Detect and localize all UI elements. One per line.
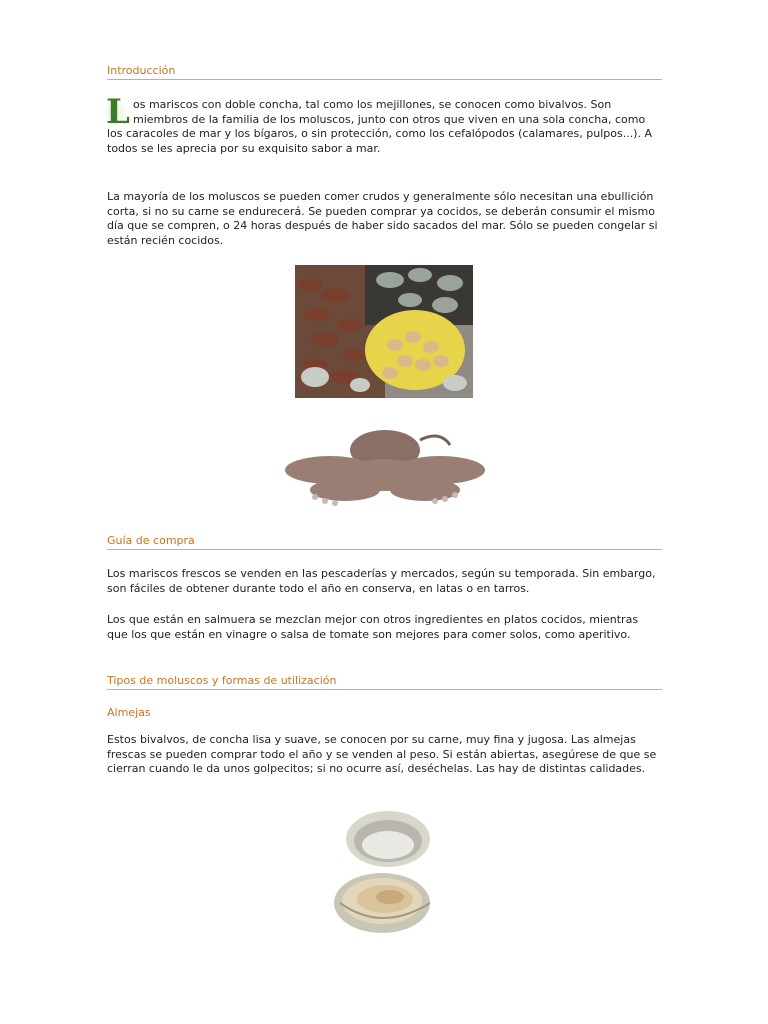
intro-paragraph-1: [106, 92, 662, 156]
intro-paragraph-2-text: La mayoría de los moluscos se pueden comer crudos y generalmente sólo necesitan una ebullición corta, si no su carne se endurecerá. Se pueden comprar ya cocidos, se deberán consumir el mismo día que se compren, o 24 horas después de haber sido sacados del mar. Sólo se pueden congelar si están recién cocidos.: [107, 190, 658, 247]
shellfish-assortment-image: [295, 265, 473, 398]
guide-paragraph-1-text: Los mariscos frescos se venden en las pescaderías y mercados, según su temporada. Sin embargo, son fáciles de obtener durante todo el año en conserva, en latas o en tarros.: [107, 567, 656, 595]
guide-paragraph-2-text: Los que están en salmuera se mezclan mejor con otros ingredientes en platos cocidos, mientras que los que están en vinagre o salsa de tomate son mejores para comer solos, como aperitivo.: [107, 613, 639, 641]
intro-paragraph-2: [107, 190, 662, 248]
guide-paragraph-1: [107, 567, 662, 596]
intro-paragraph-1-text: os mariscos con doble concha, tal como los mejillones, se conocen como bivalvos. Son miembros de la familia de los moluscos, junto con otros que viven en una sola concha, como los caracoles de mar y los bígaros, o sin protección, como los cefalópodos (calamares, pulpos...). A todos se les aprecia por su exquisito sabor a mar.: [107, 98, 652, 155]
guide-paragraph-2: [107, 613, 662, 642]
almejas-paragraph-text: Estos bivalvos, de concha lisa y suave, se conocen por su carne, muy fina y jugosa. Las almejas frescas se pueden comprar todo el año y se venden al peso. Si están abiertas, asegúrese de que se cierran cuando le da unos golpecitos; si no ocurre así, deséchelas. Las hay de distintas calidades.: [107, 733, 657, 775]
section-title-guia-de-compra: Guía de compra: [107, 534, 662, 550]
section-title-tipos: Tipos de moluscos y formas de utilización: [107, 674, 662, 690]
almejas-paragraph: [107, 733, 662, 777]
almejas-heading-block: [107, 706, 662, 720]
intro-section: [107, 64, 662, 80]
subheading-almejas: Almejas: [107, 706, 151, 719]
clam-image: [330, 807, 442, 937]
guide-section: [107, 534, 662, 550]
section-title-introduccion: Introducción: [107, 64, 662, 80]
octopus-image: [285, 415, 485, 515]
dropcap-letter: L: [106, 92, 130, 132]
types-section: [107, 674, 662, 690]
